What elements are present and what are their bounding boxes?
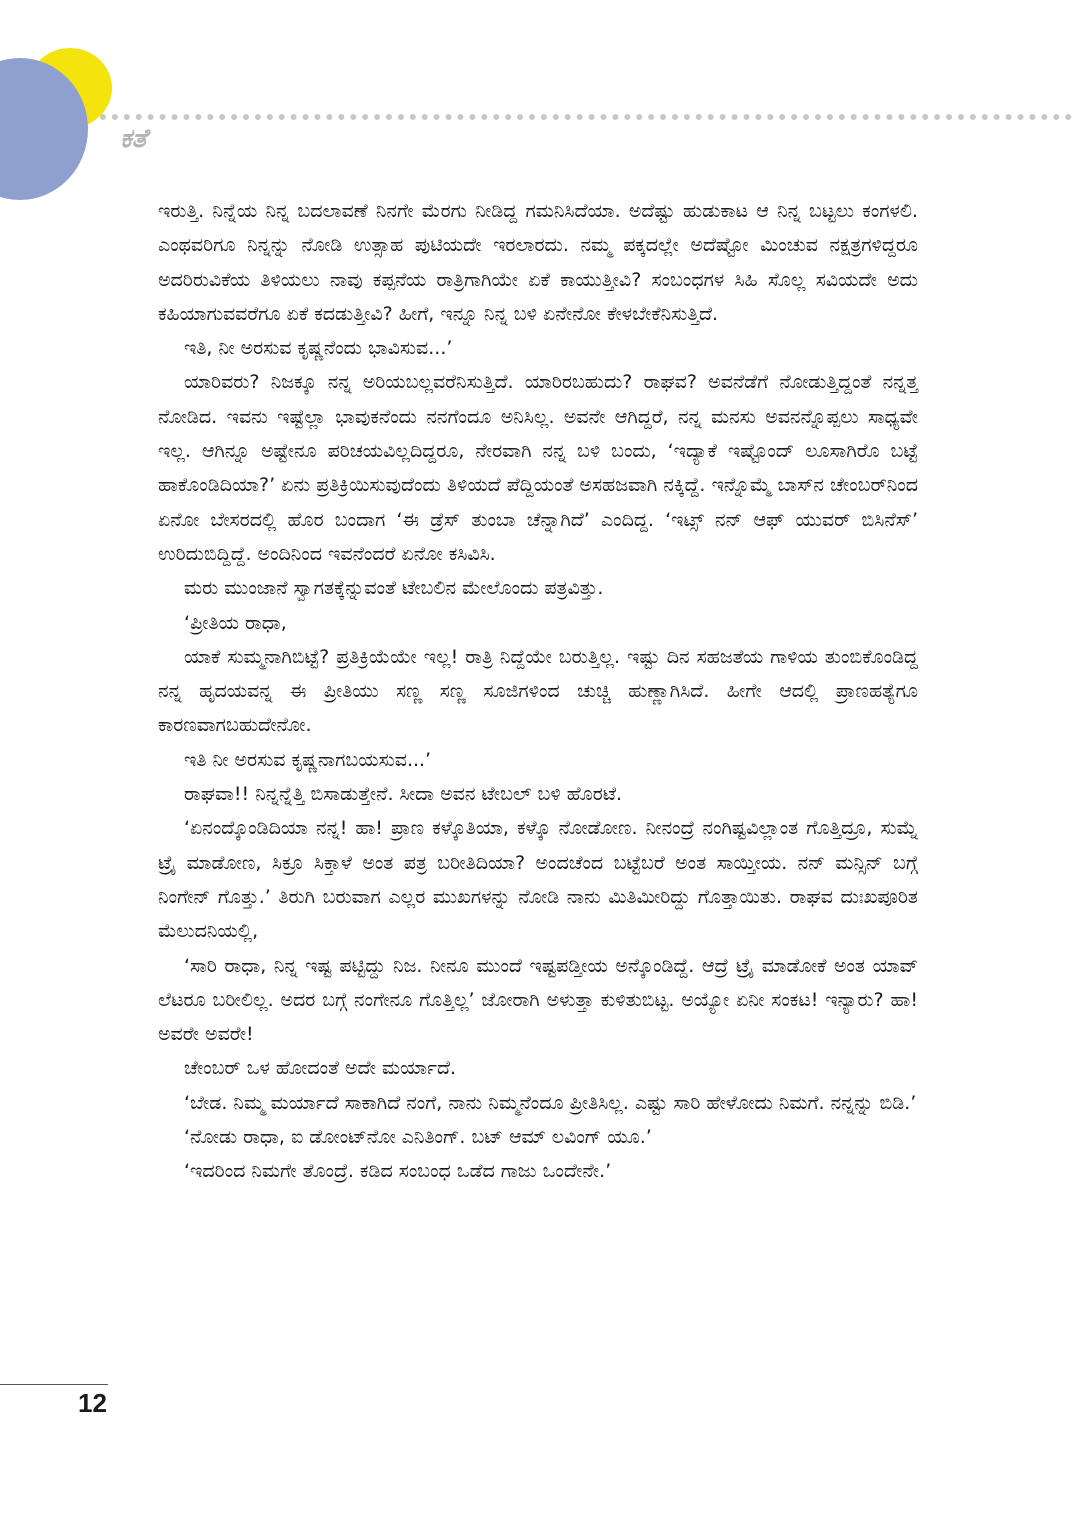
paragraph: ‘ಪ್ರೀತಿಯ ರಾಧಾ, xyxy=(184,611,287,634)
footer-rule xyxy=(0,1384,108,1385)
page-number: 12 xyxy=(78,1388,107,1418)
paragraph: ‘ಏನಂದ್ಕೊಂಡಿದಿಯಾ ನನ್ನ! ಹಾ! ಪ್ರಾಣ ಕಳ್ಕೊತಿಯಾ, ಕಳ್ಕೊ ನೋಡೋಣ. ನೀನಂದ್ರೆ ನಂಗಿಷ್ಟವಿಲ್ಲಾಂತ ಗೊತ್ತಿದ್ರೂ, ಸುಮ್ನೆ ಟ್ರೈ ಮಾಡೋಣ, ಸಿಕ್ರೂ ಸಿಕ್ತಾಳೆ ಅಂತ ಪತ್ರ ಬರೀತಿದಿಯಾ? ಅಂದಚೆಂದ ಬಟ್ಟೆಬರೆ ಅಂತ ಸಾಯ್ತೀಯ. ನನ್ ಮನ್ಸಿನ್ ಬಗ್ಗೆ ನಿಂಗೇನ್ ಗೊತ್ತು.’ ತಿರುಗಿ ಬರುವಾಗ ಎಲ್ಲರ ಮುಖಗಳನ್ನು ನೋಡಿ ನಾನು ಮಿತಿಮೀರಿದ್ದು ಗೊತ್ತಾಯಿತು. ರಾಘವ ದುಃಖಪೂರಿತ ಮೆಲುದನಿಯಲ್ಲಿ, xyxy=(158,817,918,943)
paragraph: ಯಾಕೆ ಸುಮ್ಮನಾಗಿಬಿಟ್ಟೆ? ಪ್ರತಿಕ್ರಿಯೆಯೇ ಇಲ್ಲ! ರಾತ್ರಿ ನಿದ್ದೆಯೇ ಬರುತ್ತಿಲ್ಲ. ಇಷ್ಟು ದಿನ ಸಹಜತೆಯ ಗಾಳಿಯ ತುಂಬಿಕೊಂಡಿದ್ದ ನನ್ನ ಹೃದಯವನ್ನ ಈ ಪ್ರೀತಿಯು ಸಣ್ಣ ಸಣ್ಣ ಸೂಜಿಗಳಿಂದ ಚುಚ್ಚಿ ಹುಣ್ಣಾಗಿಸಿದೆ. ಹೀಗೇ ಆದಲ್ಲಿ ಪ್ರಾಣಹತ್ಯೆಗೂ ಕಾರಣವಾಗಬಹುದೇನೋ. xyxy=(158,645,918,737)
header-dotted-rule xyxy=(100,114,1072,120)
story-text xyxy=(158,194,918,1189)
paragraph: ಇತಿ, ನೀ ಅರಸುವ ಕೃಷ್ಣನೆಂದು ಭಾವಿಸುವ...’ xyxy=(184,337,453,360)
paragraph: ಇರುತ್ತಿ. ನಿನ್ನೆಯ ನಿನ್ನ ಬದಲಾವಣೆ ನಿನಗೇ ಮೆರಗು ನೀಡಿದ್ದ ಗಮನಿಸಿದೆಯಾ. ಅದೆಷ್ಟು ಹುಡುಕಾಟ ಆ ನಿನ್ನ ಬಟ್ಟಲು ಕಂಗಳಲಿ. ಎಂಥವರಿಗೂ ನಿನ್ನನ್ನು ನೋಡಿ ಉತ್ಸಾಹ ಪುಟಿಯದೇ ಇರಲಾರದು. ನಮ್ಮ ಪಕ್ಕದಲ್ಲೇ ಅದೆಷ್ಟೋ ಮಿಂಚುವ ನಕ್ಷತ್ರಗಳಿದ್ದರೂ ಅದರಿರುವಿಕೆಯ ತಿಳಿಯಲು ನಾವು ಕಪ್ಪನೆಯ ರಾತ್ರಿಗಾಗಿಯೇ ಏಕೆ ಕಾಯುತ್ತೀವಿ? ಸಂಬಂಧಗಳ ಸಿಹಿ ಸೊಲ್ಲ ಸವಿಯದೇ ಅದು ಕಹಿಯಾಗುವವರೆಗೂ ಏಕೆ ಕದಡುತ್ತೀವಿ? ಹೀಗೆ, ಇನ್ನೂ ನಿನ್ನ ಬಳಿ ಏನೇನೋ ಕೇಳಬೇಕೆನಿಸುತ್ತಿದೆ. xyxy=(158,200,918,325)
paragraph: ‘ಬೇಡ. ನಿಮ್ಮ ಮರ್ಯಾದೆ ಸಾಕಾಗಿದೆ ನಂಗೆ, ನಾನು ನಿಮ್ಮನೆಂದೂ ಪ್ರೀತಿಸಿಲ್ಲ. ಎಷ್ಟು ಸಾರಿ ಹೇಳೋದು ನಿಮಗೆ. ನನ್ನನ್ನು ಬಿಡಿ.’ xyxy=(184,1091,917,1114)
paragraph: ‘ಇದರಿಂದ ನಿಮಗೇ ತೊಂದ್ರೆ. ಕಡಿದ ಸಂಬಂಧ ಒಡೆದ ಗಾಜು ಒಂದೇನೇ.’ xyxy=(184,1160,612,1183)
paragraph: ಮರು ಮುಂಜಾನೆ ಸ್ವಾಗತಕ್ಕೆನ್ನುವಂತೆ ಟೇಬಲಿನ ಮೇಲೊಂದು ಪತ್ರವಿತ್ತು. xyxy=(184,577,604,600)
section-label: ಕತೆ xyxy=(120,124,147,154)
paragraph: ಯಾರಿವರು? ನಿಜಕ್ಕೂ ನನ್ನ ಅರಿಯಬಲ್ಲವರೆನಿಸುತ್ತಿದೆ. ಯಾರಿರಬಹುದು? ರಾಘವ? ಅವನೆಡೆಗೆ ನೋಡುತ್ತಿದ್ದಂತೆ ನನ್ನತ್ತ ನೋಡಿದ. ಇವನು ಇಷ್ಟೆಲ್ಲಾ ಭಾವುಕನೆಂದು ನನಗೆಂದೂ ಅನಿಸಿಲ್ಲ. ಅವನೇ ಆಗಿದ್ದರೆ, ನನ್ನ ಮನಸು ಅವನನ್ನೊಪ್ಪಲು ಸಾಧ್ಯವೇ ಇಲ್ಲ. ಆಗಿನ್ನೂ ಅಷ್ಟೇನೂ ಪರಿಚಯವಿಲ್ಲದಿದ್ದರೂ, ನೇರವಾಗಿ ನನ್ನ ಬಳಿ ಬಂದು, ‘ಇದ್ಯಾಕೆ ಇಷ್ಟೊಂದ್ ಲೂಸಾಗಿರೊ ಬಟ್ಟೆ ಹಾಕೊಂಡಿದಿಯಾ?’ ಏನು ಪ್ರತಿಕ್ರಿಯಿಸುವುದೆಂದು ತಿಳಿಯದೆ ಪೆದ್ದಿಯಂತೆ ಅಸಹಜವಾಗಿ ನಕ್ಕಿದ್ದೆ. ಇನ್ನೊಮ್ಮೆ ಬಾಸ್‌ನ ಚೇಂಬರ್‌ನಿಂದ ಏನೋ ಬೇಸರದಲ್ಲಿ ಹೊರ ಬಂದಾಗ ‘ಈ ಡ್ರೆಸ್ ತುಂಬಾ ಚೆನ್ನಾಗಿದೆ’ ಎಂದಿದ್ದ. ‘ಇಟ್ಸ್ ನನ್ ಆಫ್ ಯುವರ್ ಬಿಸಿನೆಸ್’ ಉರಿದುಬಿದ್ದಿದ್ದೆ. ಅಂದಿನಿಂದ ಇವನೆಂದರೆ ಏನೋ ಕಸಿವಿಸಿ. xyxy=(158,371,918,565)
paragraph: ‘ನೋಡು ರಾಧಾ, ಐ ಡೋಂಟ್‌ನೋ ಎನಿತಿಂಗ್. ಬಟ್ ಆಮ್ ಲವಿಂಗ್ ಯೂ.’ xyxy=(184,1126,652,1149)
paragraph: ಇತಿ ನೀ ಅರಸುವ ಕೃಷ್ಣನಾಗಬಯಸುವ...’ xyxy=(184,748,432,771)
paragraph: ರಾಘವಾ!! ನಿನ್ನನ್ನೆತ್ತಿ ಬಿಸಾಡುತ್ತೇನೆ. ಸೀದಾ ಅವನ ಟೇಬಲ್ ಬಳಿ ಹೊರಟೆ. xyxy=(184,783,623,806)
paragraph: ‘ಸಾರಿ ರಾಧಾ, ನಿನ್ನ ಇಷ್ಟ ಪಟ್ಟಿದ್ದು ನಿಜ. ನೀನೂ ಮುಂದೆ ಇಷ್ಟಪಡ್ತೀಯ ಅನ್ಕೊಂಡಿದ್ದೆ. ಆದ್ರೆ ಟ್ರೈ ಮಾಡೋಕೆ ಅಂತ ಯಾವ್ ಲೆಟರೂ ಬರೀಲಿಲ್ಲ. ಅದರ ಬಗ್ಗೆ ನಂಗೇನೂ ಗೊತ್ತಿಲ್ಲ’ ಜೋರಾಗಿ ಅಳುತ್ತಾ ಕುಳಿತುಬಿಟ್ಟ. ಅಯ್ಯೋ ಏನೀ ಸಂಕಟ! ಇನ್ಯಾರು? ಹಾ! ಅವರೇ ಅವರೇ! xyxy=(158,954,918,1046)
paragraph: ಚೇಂಬರ್ ಒಳ ಹೋದಂತೆ ಅದೇ ಮರ್ಯಾದೆ. xyxy=(184,1057,457,1080)
